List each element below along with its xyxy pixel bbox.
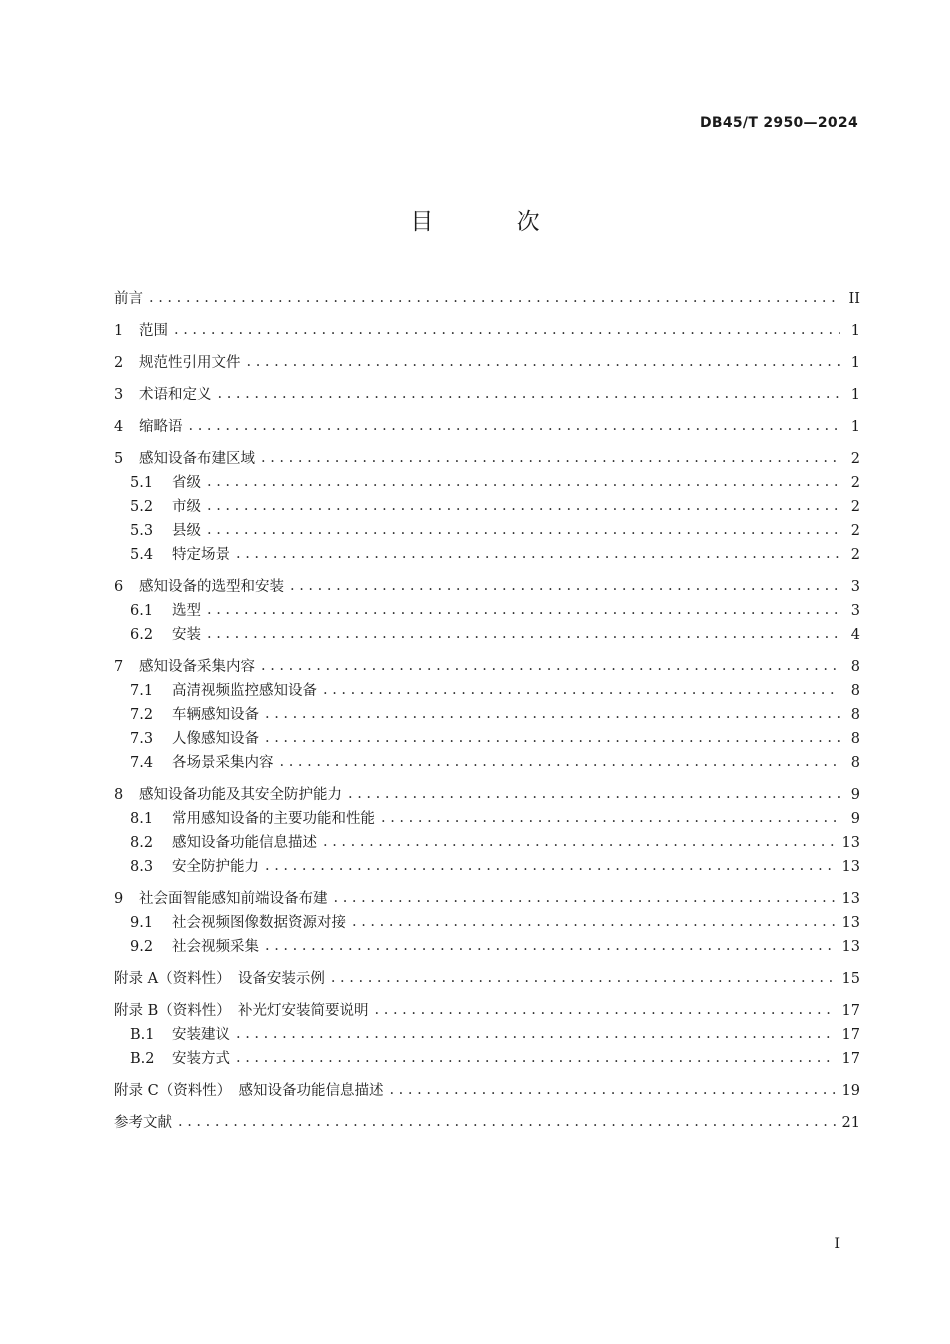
toc-entry-number: 5: [114, 451, 124, 467]
toc-entry[interactable]: [114, 1079, 860, 1103]
toc-leader-dots: [265, 854, 836, 878]
toc-entry-page: 13: [841, 939, 860, 955]
toc-leader-dots: [236, 542, 840, 566]
toc-entry-page: II: [848, 291, 860, 307]
toc-entry-page: 21: [841, 1115, 860, 1131]
toc-entry[interactable]: [114, 751, 860, 775]
toc-leader-dots: [207, 470, 840, 494]
toc-leader-dots: [389, 1078, 835, 1102]
toc-entry-number: 8.2: [130, 835, 154, 851]
toc-entry-label: 特定场景: [172, 547, 230, 563]
toc-entry-page: 2: [850, 523, 860, 539]
toc-entry-number: 7.4: [130, 755, 154, 771]
toc-entry[interactable]: [114, 623, 860, 647]
toc-leader-dots: [207, 494, 840, 518]
toc-entry-page: 4: [850, 627, 860, 643]
toc-entry-page: 1: [850, 419, 860, 435]
toc-entry-page: 8: [850, 659, 860, 675]
toc-leader-dots: [261, 654, 840, 678]
toc-leader-dots: [174, 318, 840, 342]
toc-entry[interactable]: [114, 967, 860, 991]
toc-entry-page: 8: [850, 755, 860, 771]
toc-entry-page: 9: [850, 787, 860, 803]
toc-leader-dots: [218, 382, 841, 406]
toc-entry-label: 感知设备功能及其安全防护能力: [139, 787, 342, 803]
toc-entry[interactable]: [114, 999, 860, 1023]
toc-entry[interactable]: [114, 831, 860, 855]
toc-entry-label: 常用感知设备的主要功能和性能: [172, 811, 375, 827]
toc-entry[interactable]: [114, 807, 860, 831]
toc-entry-page: 2: [850, 499, 860, 515]
toc-entry-number: 5.1: [130, 475, 154, 491]
toc-entry[interactable]: [114, 783, 860, 807]
toc-entry-label: 社会视频图像数据资源对接: [172, 915, 346, 931]
toc-entry-number: 7: [114, 659, 124, 675]
toc-leader-dots: [290, 574, 840, 598]
toc-leader-dots: [178, 1110, 836, 1134]
toc-entry[interactable]: [114, 575, 860, 599]
toc-entry[interactable]: [114, 887, 860, 911]
toc-entry-label: 安全防护能力: [172, 859, 259, 875]
toc-entry-number: 9.1: [130, 915, 154, 931]
toc-entry-label: 规范性引用文件: [139, 355, 241, 371]
toc-leader-dots: [348, 782, 840, 806]
toc-leader-dots: [207, 518, 840, 542]
toc-entry-number: 7.1: [130, 683, 154, 699]
toc-entry[interactable]: [114, 855, 860, 879]
toc-entry-number: 8: [114, 787, 124, 803]
toc-entry-label: 前言: [114, 291, 143, 307]
toc-leader-dots: [280, 750, 841, 774]
toc-entry-label: 社会视频采集: [172, 939, 259, 955]
toc-entry[interactable]: [114, 935, 860, 959]
toc-entry-number: 4: [114, 419, 124, 435]
toc-entry[interactable]: [114, 727, 860, 751]
toc-leader-dots: [236, 1046, 836, 1070]
toc-entry-page: 3: [850, 579, 860, 595]
toc-entry-page: 1: [850, 323, 860, 339]
toc-leader-dots: [334, 886, 836, 910]
toc-entry[interactable]: [114, 1023, 860, 1047]
toc-entry-label: 高清视频监控感知设备: [172, 683, 317, 699]
toc-entry-page: 2: [850, 475, 860, 491]
toc-entry[interactable]: [114, 447, 860, 471]
page-title: 目 次: [410, 209, 578, 235]
toc-entry-label: 参考文献: [114, 1115, 172, 1131]
toc-leader-dots: [375, 998, 836, 1022]
toc-entry-number: 6.1: [130, 603, 154, 619]
toc-entry-page: 8: [850, 683, 860, 699]
toc-entry-page: 17: [841, 1027, 860, 1043]
toc-entry-number: 5.2: [130, 499, 154, 515]
toc-entry[interactable]: [114, 599, 860, 623]
toc-entry-page: 9: [850, 811, 860, 827]
toc-entry-label: 安装: [172, 627, 201, 643]
toc-leader-dots: [261, 446, 840, 470]
toc-leader-dots: [265, 726, 840, 750]
document-number: DB45/T 2950—2024: [699, 115, 858, 131]
toc-entry-page: 17: [841, 1003, 860, 1019]
toc-entry-label: 感知设备布建区域: [139, 451, 255, 467]
toc-entry[interactable]: [114, 679, 860, 703]
toc-entry-number: 8.1: [130, 811, 154, 827]
toc-entry-page: 17: [841, 1051, 860, 1067]
toc-entry-label: 缩略语: [139, 419, 183, 435]
toc-entry[interactable]: [114, 471, 860, 495]
toc-entry-page: 13: [841, 859, 860, 875]
toc-entry-number: 7.2: [130, 707, 154, 723]
table-of-contents: [114, 287, 860, 1135]
toc-leader-dots: [149, 286, 840, 310]
toc-entry-label: 社会面智能感知前端设备布建: [139, 891, 328, 907]
toc-leader-dots: [207, 622, 840, 646]
toc-entry-label: 附录 C（资料性） 感知设备功能信息描述: [114, 1083, 384, 1099]
toc-entry-page: 13: [841, 891, 860, 907]
toc-leader-dots: [265, 702, 840, 726]
toc-leader-dots: [189, 414, 841, 438]
toc-leader-dots: [323, 678, 840, 702]
toc-entry[interactable]: [114, 319, 860, 343]
toc-entry-page: 2: [850, 451, 860, 467]
toc-entry-label: 人像感知设备: [172, 731, 259, 747]
toc-entry-label: 省级: [172, 475, 201, 491]
toc-entry-label: 市级: [172, 499, 201, 515]
toc-leader-dots: [236, 1022, 836, 1046]
toc-entry[interactable]: [114, 415, 860, 439]
toc-entry-page: 8: [850, 707, 860, 723]
toc-entry-label: 感知设备的选型和安装: [139, 579, 284, 595]
toc-entry-number: 5.3: [130, 523, 154, 539]
toc-entry-label: 安装建议: [172, 1027, 230, 1043]
toc-leader-dots: [265, 934, 836, 958]
toc-entry-page: 19: [841, 1083, 860, 1099]
toc-entry-number: B.1: [130, 1027, 155, 1043]
toc-entry[interactable]: [114, 383, 860, 407]
toc-entry-label: 术语和定义: [139, 387, 212, 403]
toc-entry[interactable]: [114, 911, 860, 935]
toc-entry-page: 2: [850, 547, 860, 563]
toc-entry[interactable]: [114, 1111, 860, 1135]
toc-entry-label: 附录 B（资料性） 补光灯安装简要说明: [114, 1003, 369, 1019]
toc-entry-label: 县级: [172, 523, 201, 539]
toc-entry-number: 6: [114, 579, 124, 595]
toc-entry-number: 1: [114, 323, 124, 339]
toc-entry-label: 感知设备功能信息描述: [172, 835, 317, 851]
toc-entry-number: 2: [114, 355, 124, 371]
toc-entry-label: 车辆感知设备: [172, 707, 259, 723]
toc-entry[interactable]: [114, 519, 860, 543]
toc-entry-page: 13: [841, 915, 860, 931]
toc-entry-label: 范围: [139, 323, 168, 339]
toc-entry-number: 7.3: [130, 731, 154, 747]
toc-entry[interactable]: [114, 287, 860, 311]
toc-entry-page: 15: [841, 971, 860, 987]
toc-leader-dots: [381, 806, 840, 830]
toc-entry-label: 各场景采集内容: [172, 755, 274, 771]
toc-entry[interactable]: [114, 543, 860, 567]
toc-entry[interactable]: [114, 351, 860, 375]
toc-entry-label: 选型: [172, 603, 201, 619]
toc-entry-page: 8: [850, 731, 860, 747]
toc-entry-label: 附录 A（资料性） 设备安装示例: [114, 971, 325, 987]
toc-leader-dots: [323, 830, 836, 854]
toc-entry-page: 1: [850, 387, 860, 403]
toc-entry-number: 9.2: [130, 939, 154, 955]
toc-entry-number: 9: [114, 891, 124, 907]
toc-leader-dots: [331, 966, 836, 990]
toc-entry-page: 3: [850, 603, 860, 619]
toc-leader-dots: [207, 598, 840, 622]
toc-entry-number: 3: [114, 387, 124, 403]
toc-entry-page: 1: [850, 355, 860, 371]
toc-entry-label: 感知设备采集内容: [139, 659, 255, 675]
toc-entry-number: 8.3: [130, 859, 154, 875]
toc-entry-number: 6.2: [130, 627, 154, 643]
toc-entry-number: 5.4: [130, 547, 154, 563]
toc-entry[interactable]: [114, 655, 860, 679]
toc-entry[interactable]: [114, 1047, 860, 1071]
toc-entry-label: 安装方式: [172, 1051, 230, 1067]
toc-entry[interactable]: [114, 495, 860, 519]
toc-leader-dots: [247, 350, 841, 374]
toc-entry[interactable]: [114, 703, 860, 727]
page-number: I: [834, 1236, 840, 1252]
toc-entry-page: 13: [841, 835, 860, 851]
toc-entry-number: B.2: [130, 1051, 155, 1067]
toc-leader-dots: [352, 910, 836, 934]
